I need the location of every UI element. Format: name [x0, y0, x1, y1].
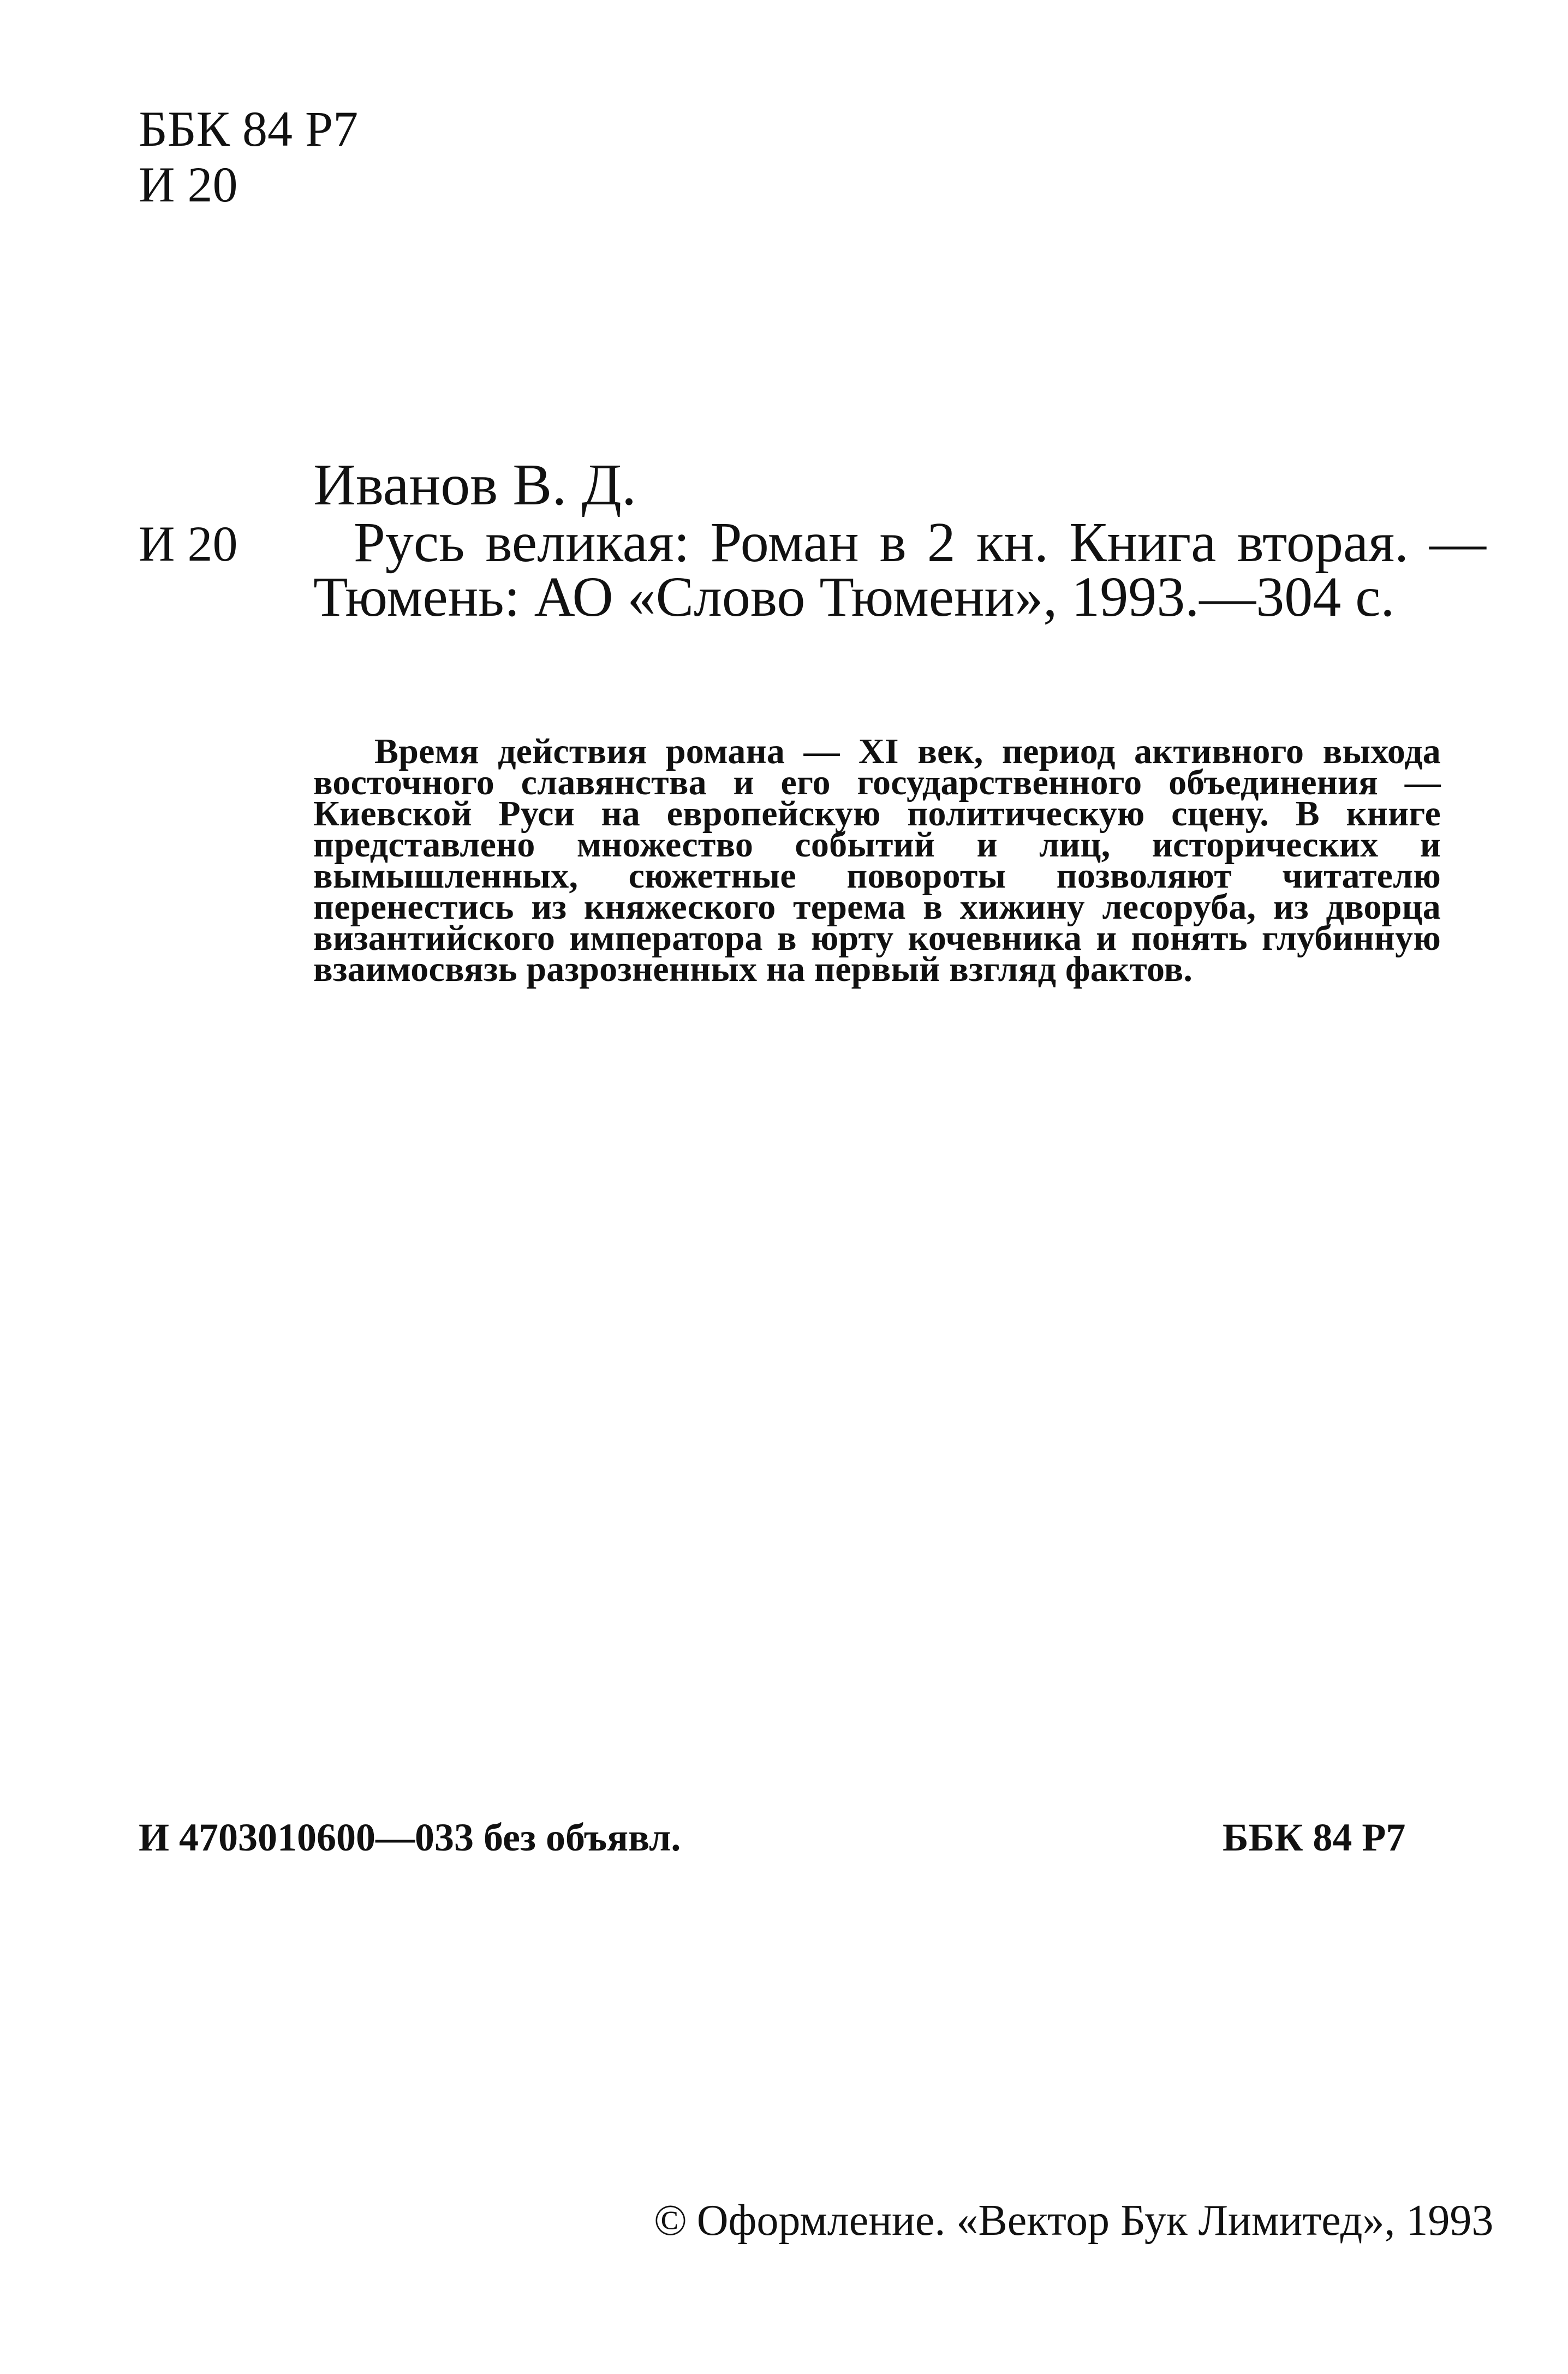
- copyright-line: [654, 2197, 1494, 2245]
- author-index-record: И 20: [139, 516, 238, 572]
- title-line-2: Тюмень: АО «Слово Тюмени», 1993.—304 с.: [313, 566, 1395, 628]
- bbk-code-top: ББК 84 Р7: [139, 101, 359, 157]
- annotation-paragraph: Время действия романа — XI век, период активного выхода восточного славянства и его государственного объединения — Киевской Руси на европейскую политическую сцену. В книге представлено множество событий и лиц, исторических и вымышленных, сюжетные повороты позволяют читателю перенестись из княжеского терема в хижину лесоруба, из дворца византийского императора в юрту кочевника и понять глубинную взаимосвязь разрозненных на первый взгляд фактов.: [313, 731, 1441, 989]
- copyright-icon: ©: [654, 2197, 687, 2245]
- bbk-code-bottom: ББК 84 Р7: [1223, 1816, 1406, 1859]
- copyright-text: Оформление. «Вектор Бук Лимитед», 1993: [696, 2197, 1494, 2245]
- author-name: Иванов В. Д.: [313, 453, 636, 517]
- author-index-top: И 20: [139, 157, 238, 212]
- title-line-1: Русь великая: Роман в 2 кн. Книга вторая. —: [354, 511, 1487, 574]
- isbn-line: И 4703010600—033 без объявл.: [139, 1816, 681, 1859]
